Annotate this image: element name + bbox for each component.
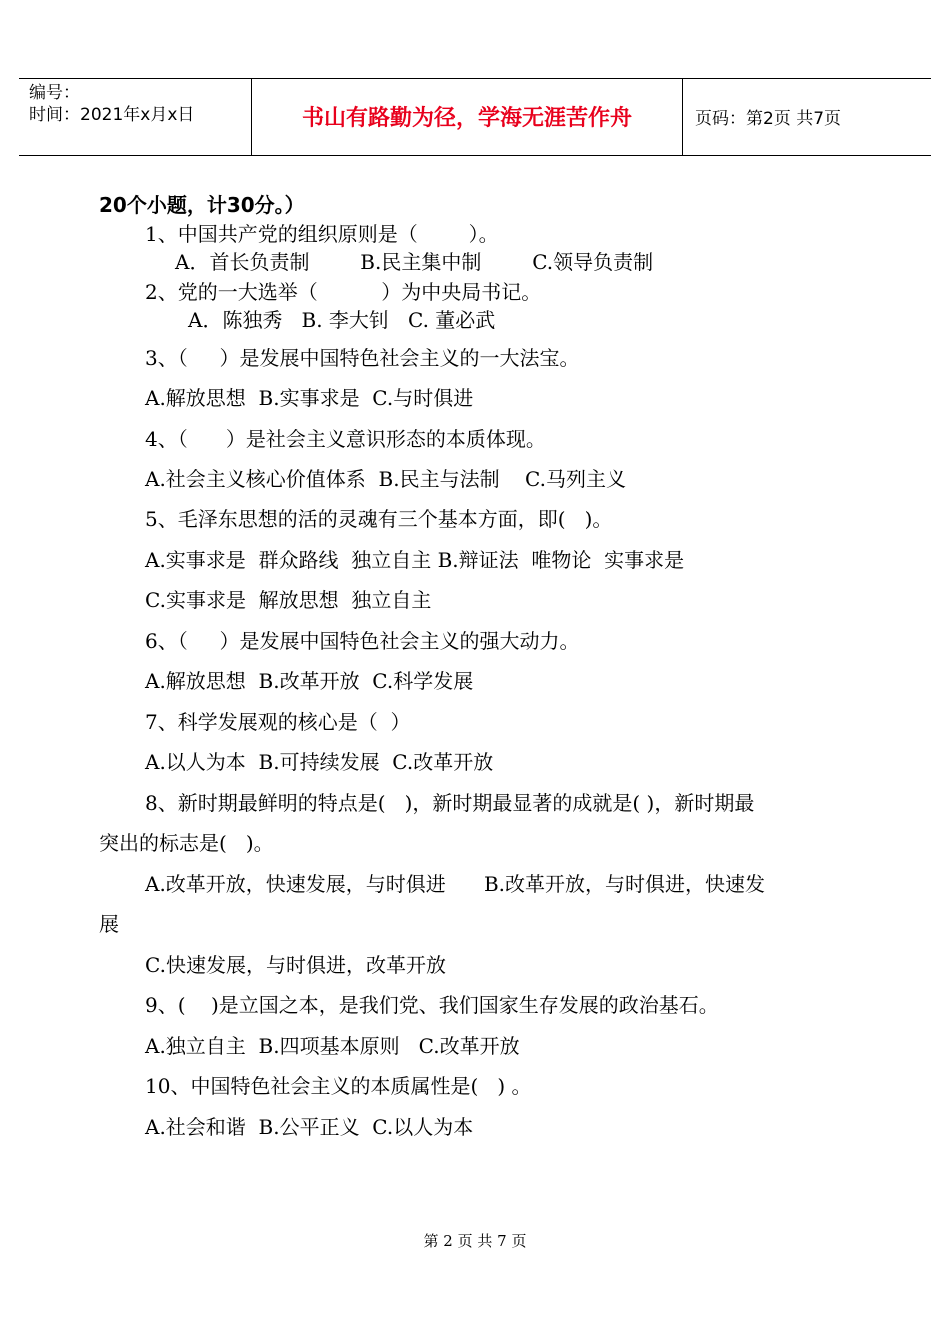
- question-8-options-2: C.快速发展，与时俱进，改革开放: [145, 953, 446, 977]
- question-8-options: A.改革开放，快速发展，与时俱进 B.改革开放，与时俱进，快速发: [145, 872, 765, 896]
- question-3: 3、（ ）是发展中国特色社会主义的一大法宝。: [145, 346, 580, 370]
- question-10: 10、中国特色社会主义的本质属性是( ) 。: [145, 1074, 532, 1098]
- page-number-label: 页码：第2页 共7页: [695, 109, 842, 129]
- question-1: 1、中国共产党的组织原则是（ ）。: [145, 222, 499, 246]
- question-6-options: A.解放思想 B.改革开放 C.科学发展: [145, 669, 474, 693]
- question-5-options: A.实事求是 群众路线 独立自主 B.辩证法 唯物论 实事求是: [145, 548, 685, 572]
- question-2: 2、党的一大选举（ ）为中央局书记。: [145, 280, 542, 304]
- question-4: 4、（ ）是社会主义意识形态的本质体现。: [145, 427, 546, 451]
- question-9: 9、( )是立国之本，是我们党、我们国家生存发展的政治基石。: [145, 993, 719, 1017]
- question-5: 5、毛泽东思想的活的灵魂有三个基本方面，即( )。: [145, 507, 613, 531]
- question-8-options-cont: 展: [99, 912, 119, 936]
- question-4-options: A.社会主义核心价值体系 B.民主与法制 C.马列主义: [145, 467, 626, 491]
- header-page-cell: [683, 79, 931, 155]
- question-8-cont: 突出的标志是( )。: [99, 831, 274, 855]
- header-info-cell: [19, 79, 251, 155]
- page-footer: 第 2 页 共 7 页: [423, 1232, 527, 1250]
- question-3-options: A.解放思想 B.实事求是 C.与时俱进: [145, 386, 474, 410]
- question-7: 7、科学发展观的核心是（ ）: [145, 710, 411, 734]
- time-label: 时间：2021年x月x日: [29, 105, 195, 125]
- document-header: [19, 78, 931, 156]
- question-5-options-2: C.实事求是 解放思想 独立自主: [145, 588, 432, 612]
- question-6: 6、（ ）是发展中国特色社会主义的强大动力。: [145, 629, 580, 653]
- question-10-options: A.社会和谐 B.公平正义 C.以人为本: [145, 1115, 474, 1139]
- question-8: 8、新时期最鲜明的特点是( )，新时期最显著的成就是( )，新时期最: [145, 791, 755, 815]
- header-motto-cell: [251, 79, 683, 155]
- question-9-options: A.独立自主 B.四项基本原则 C.改革开放: [145, 1034, 520, 1058]
- question-2-options: A．陈独秀 B. 李大钊 C. 董必武: [188, 308, 496, 332]
- section-intro: 20个小题，计30分。）: [99, 193, 305, 217]
- serial-label: 编号：: [29, 83, 80, 103]
- question-1-options: A．首长负责制 B.民主集中制 C.领导负责制: [175, 250, 654, 274]
- question-7-options: A.以人为本 B.可持续发展 C.改革开放: [145, 750, 494, 774]
- motto-text: 书山有路勤为径，学海无涯苦作舟: [301, 106, 632, 131]
